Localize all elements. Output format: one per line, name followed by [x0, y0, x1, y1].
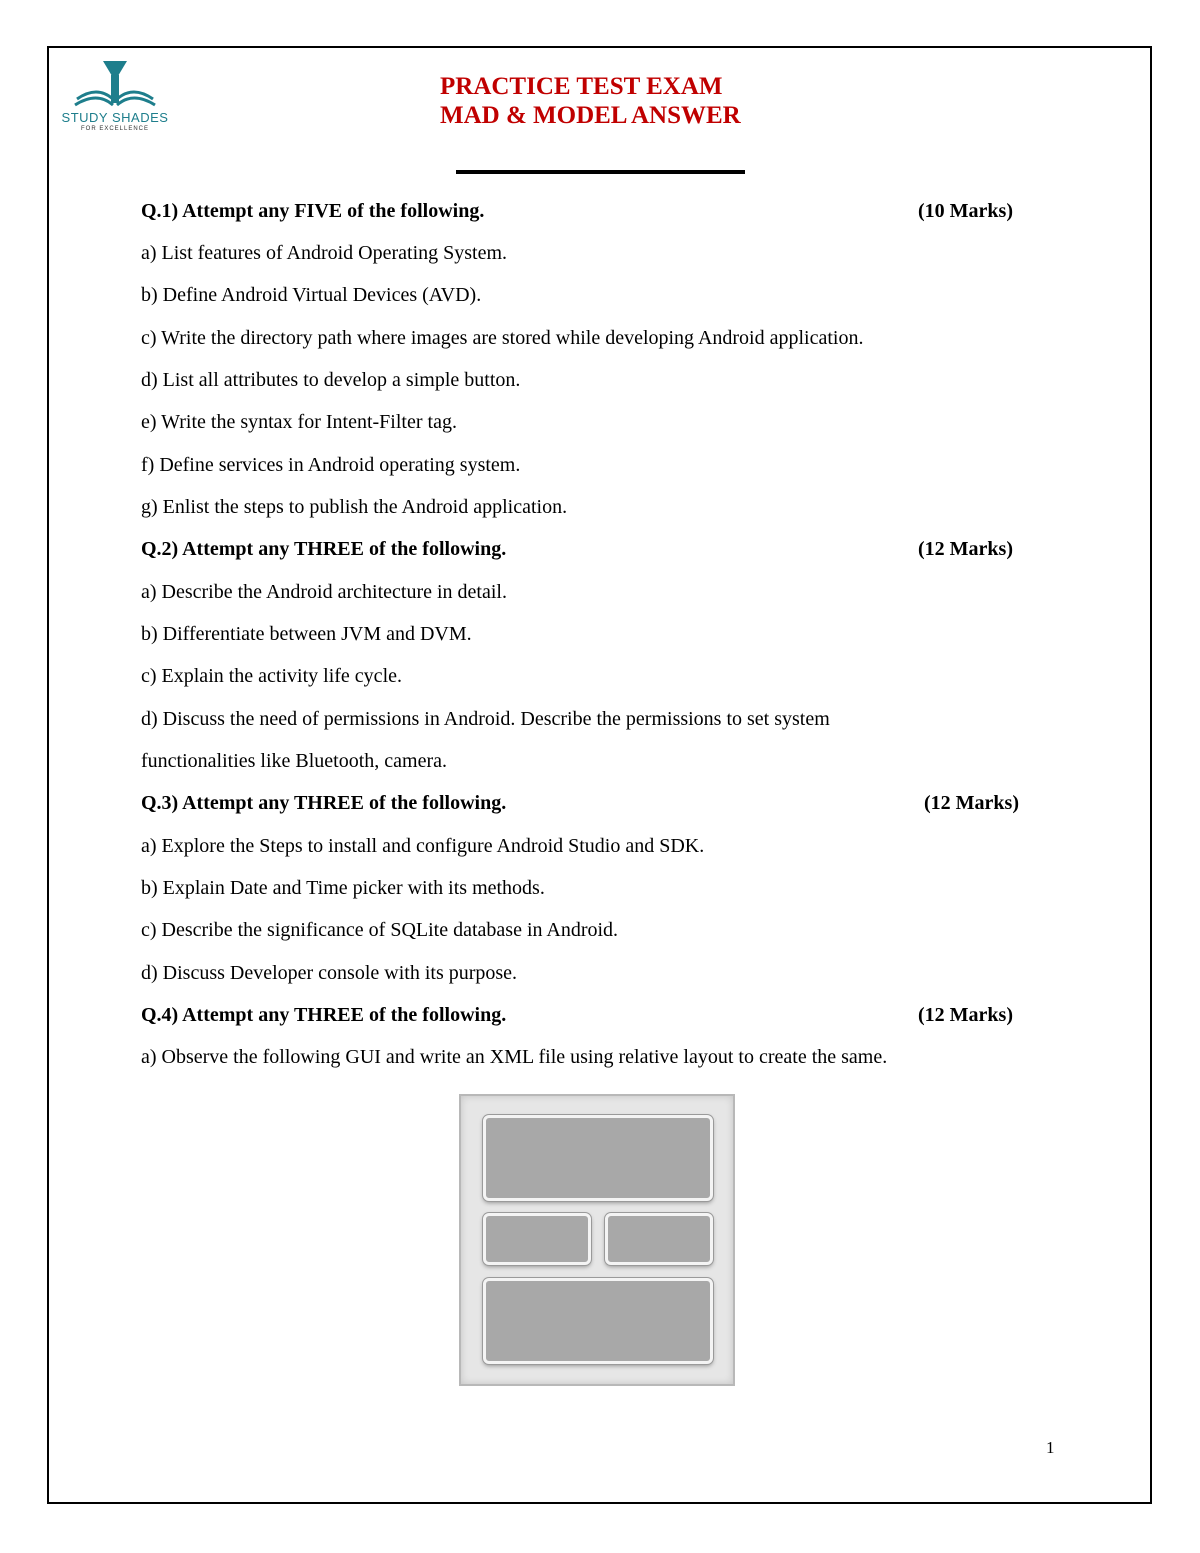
gui-middle-right-box	[605, 1213, 713, 1265]
q2-item-a: a) Describe the Android architecture in detail.	[141, 581, 507, 603]
q3-heading: Q.3) Attempt any THREE of the following.	[141, 792, 507, 814]
q2-item-b: b) Differentiate between JVM and DVM.	[141, 623, 472, 645]
q3-marks: (12 Marks)	[924, 792, 1019, 814]
q1-item-b: b) Define Android Virtual Devices (AVD).	[141, 284, 482, 306]
q1-item-f: f) Define services in Android operating system.	[141, 454, 521, 476]
gui-middle-left-box	[483, 1213, 591, 1265]
q1-item-c: c) Write the directory path where images are stored while developing Android application.	[141, 327, 864, 349]
gui-layout-figure	[459, 1094, 735, 1386]
page-title	[440, 72, 741, 130]
logo-tagline: FOR EXCELLENCE	[80, 126, 149, 132]
logo-text: STUDY SHADES	[61, 110, 169, 125]
title-line-2: MAD & MODEL ANSWER	[440, 102, 741, 129]
q4-marks: (12 Marks)	[918, 1004, 1013, 1026]
q4-heading: Q.4) Attempt any THREE of the following.	[141, 1004, 507, 1026]
title-line-1: PRACTICE TEST EXAM	[440, 73, 723, 100]
q3-item-a: a) Explore the Steps to install and configure Android Studio and SDK.	[141, 835, 705, 857]
q1-item-e: e) Write the syntax for Intent-Filter tag.	[141, 411, 457, 433]
page-number: 1	[1046, 1438, 1055, 1457]
q2-item-c: c) Explain the activity life cycle.	[141, 665, 402, 687]
q1-item-d: d) List all attributes to develop a simple button.	[141, 369, 521, 391]
q3-item-c: c) Describe the significance of SQLite database in Android.	[141, 919, 619, 941]
q3-item-d: d) Discuss Developer console with its purpose.	[141, 962, 518, 984]
q4-item-a: a) Observe the following GUI and write an XML file using relative layout to create the same.	[141, 1046, 888, 1068]
q2-heading: Q.2) Attempt any THREE of the following.	[141, 538, 507, 560]
q2-item-d: d) Discuss the need of permissions in Android. Describe the permissions to set system	[141, 708, 830, 730]
q2-marks: (12 Marks)	[918, 538, 1013, 560]
q1-marks: (10 Marks)	[918, 200, 1013, 222]
gui-bottom-box	[483, 1278, 713, 1364]
q1-item-a: a) List features of Android Operating System.	[141, 242, 508, 264]
gui-top-box	[483, 1115, 713, 1201]
q3-item-b: b) Explain Date and Time picker with its methods.	[141, 877, 545, 899]
q1-item-g: g) Enlist the steps to publish the Android application.	[141, 496, 568, 518]
title-underline	[456, 170, 745, 174]
q1-heading: Q.1) Attempt any FIVE of the following.	[141, 200, 485, 222]
q2-item-d-cont: functionalities like Bluetooth, camera.	[141, 750, 448, 772]
